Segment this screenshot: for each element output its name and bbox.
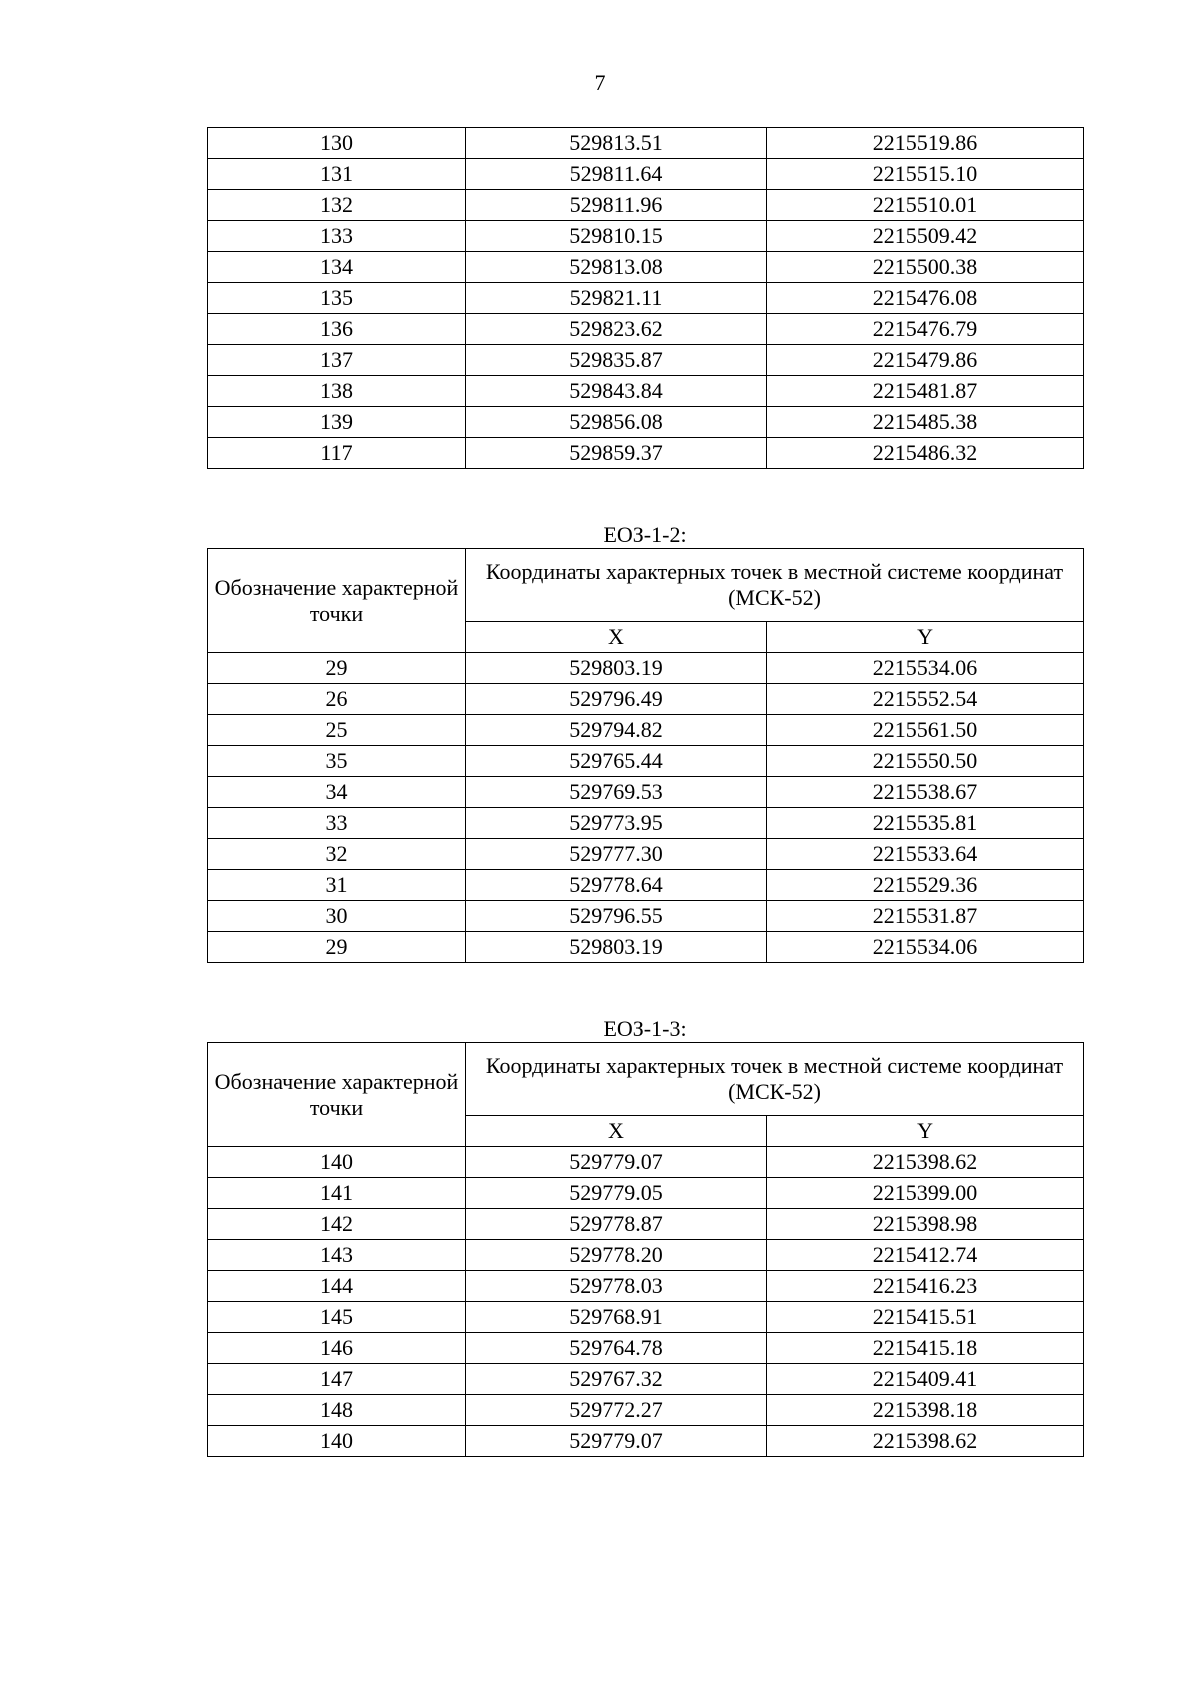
point-id-cell: 140 (208, 1426, 466, 1457)
x-coordinate-cell: 529773.95 (466, 808, 767, 839)
y-coordinate-cell: 2215519.86 (767, 128, 1084, 159)
y-coordinate-cell: 2215552.54 (767, 684, 1084, 715)
table-row (208, 221, 1084, 252)
y-coordinate-cell: 2215398.62 (767, 1147, 1084, 1178)
point-id-cell: 35 (208, 746, 466, 777)
y-coordinate-cell: 2215510.01 (767, 190, 1084, 221)
x-coordinate-cell: 529810.15 (466, 221, 767, 252)
table-row (208, 715, 1084, 746)
table-row (208, 190, 1084, 221)
table-row (208, 1271, 1084, 1302)
point-id-cell: 29 (208, 653, 466, 684)
table-row (208, 901, 1084, 932)
y-coordinate-cell: 2215415.18 (767, 1333, 1084, 1364)
y-coordinate-cell: 2215476.79 (767, 314, 1084, 345)
x-coordinate-cell: 529813.51 (466, 128, 767, 159)
y-coordinate-cell: 2215415.51 (767, 1302, 1084, 1333)
point-id-cell: 25 (208, 715, 466, 746)
y-coordinate-cell: 2215538.67 (767, 777, 1084, 808)
y-coordinate-cell: 2215476.08 (767, 283, 1084, 314)
x-coordinate-cell: 529772.27 (466, 1395, 767, 1426)
y-coordinate-cell: 2215398.18 (767, 1395, 1084, 1426)
point-id-cell: 31 (208, 870, 466, 901)
point-id-cell: 30 (208, 901, 466, 932)
point-id-cell: 134 (208, 252, 466, 283)
header-y: Y (767, 1116, 1084, 1147)
table-row (208, 1364, 1084, 1395)
table-row (208, 128, 1084, 159)
x-coordinate-cell: 529811.64 (466, 159, 767, 190)
table-row (208, 1178, 1084, 1209)
table-row (208, 376, 1084, 407)
page-number: 7 (594, 70, 606, 95)
table-row (208, 746, 1084, 777)
x-coordinate-cell: 529778.87 (466, 1209, 767, 1240)
x-coordinate-cell: 529778.20 (466, 1240, 767, 1271)
point-id-cell: 144 (208, 1271, 466, 1302)
point-id-cell: 29 (208, 932, 466, 963)
point-id-cell: 117 (208, 438, 466, 469)
y-coordinate-cell: 2215398.62 (767, 1426, 1084, 1457)
x-coordinate-cell: 529778.03 (466, 1271, 767, 1302)
table-row (208, 1209, 1084, 1240)
table-row (208, 252, 1084, 283)
y-coordinate-cell: 2215486.32 (767, 438, 1084, 469)
x-coordinate-cell: 529765.44 (466, 746, 767, 777)
x-coordinate-cell: 529778.64 (466, 870, 767, 901)
table-row (208, 777, 1084, 808)
x-coordinate-cell: 529859.37 (466, 438, 767, 469)
table-row (208, 1302, 1084, 1333)
point-id-cell: 133 (208, 221, 466, 252)
point-id-cell: 32 (208, 839, 466, 870)
table-caption: ЕОЗ-1-2: (603, 522, 687, 547)
x-coordinate-cell: 529803.19 (466, 932, 767, 963)
point-id-cell: 148 (208, 1395, 466, 1426)
table-row (208, 159, 1084, 190)
table-row (208, 283, 1084, 314)
y-coordinate-cell: 2215550.50 (767, 746, 1084, 777)
x-coordinate-cell: 529779.07 (466, 1147, 767, 1178)
point-id-cell: 141 (208, 1178, 466, 1209)
x-coordinate-cell: 529821.11 (466, 283, 767, 314)
eoz-1-2-section (207, 522, 1083, 963)
point-id-cell: 131 (208, 159, 466, 190)
y-coordinate-cell: 2215485.38 (767, 407, 1084, 438)
y-coordinate-cell: 2215481.87 (767, 376, 1084, 407)
x-coordinate-cell: 529843.84 (466, 376, 767, 407)
eoz-1-3-section (207, 1016, 1083, 1457)
point-id-cell: 135 (208, 283, 466, 314)
point-id-cell: 137 (208, 345, 466, 376)
y-coordinate-cell: 2215412.74 (767, 1240, 1084, 1271)
table-row (208, 932, 1084, 963)
point-id-cell: 136 (208, 314, 466, 345)
table-row (208, 1395, 1084, 1426)
x-coordinate-cell: 529764.78 (466, 1333, 767, 1364)
table-row (208, 345, 1084, 376)
x-coordinate-cell: 529823.62 (466, 314, 767, 345)
table-row (208, 1333, 1084, 1364)
header-point-designation: Обозначение характерной точки (208, 549, 466, 653)
x-coordinate-cell: 529803.19 (466, 653, 767, 684)
x-coordinate-cell: 529779.05 (466, 1178, 767, 1209)
table-row (208, 839, 1084, 870)
point-id-cell: 146 (208, 1333, 466, 1364)
table-2 (207, 548, 1084, 963)
point-id-cell: 130 (208, 128, 466, 159)
x-coordinate-cell: 529768.91 (466, 1302, 767, 1333)
y-coordinate-cell: 2215500.38 (767, 252, 1084, 283)
x-coordinate-cell: 529767.32 (466, 1364, 767, 1395)
header-x: X (466, 1116, 767, 1147)
point-id-cell: 147 (208, 1364, 466, 1395)
point-id-cell: 34 (208, 777, 466, 808)
table-row (208, 1147, 1084, 1178)
point-id-cell: 33 (208, 808, 466, 839)
table-row (208, 1426, 1084, 1457)
point-id-cell: 138 (208, 376, 466, 407)
header-coordinates: Координаты характерных точек в местной системе координат (МСК-52) (466, 1043, 1084, 1116)
x-coordinate-cell: 529769.53 (466, 777, 767, 808)
table-row (208, 438, 1084, 469)
x-coordinate-cell: 529813.08 (466, 252, 767, 283)
y-coordinate-cell: 2215529.36 (767, 870, 1084, 901)
table-2-body (208, 653, 1084, 963)
y-coordinate-cell: 2215533.64 (767, 839, 1084, 870)
table-caption: ЕОЗ-1-3: (603, 1016, 687, 1041)
point-id-cell: 143 (208, 1240, 466, 1271)
point-id-cell: 140 (208, 1147, 466, 1178)
header-x: X (466, 622, 767, 653)
point-id-cell: 139 (208, 407, 466, 438)
table-row (208, 870, 1084, 901)
table-3 (207, 1042, 1084, 1457)
point-id-cell: 26 (208, 684, 466, 715)
y-coordinate-cell: 2215398.98 (767, 1209, 1084, 1240)
x-coordinate-cell: 529796.49 (466, 684, 767, 715)
header-coordinates: Координаты характерных точек в местной системе координат (МСК-52) (466, 549, 1084, 622)
y-coordinate-cell: 2215479.86 (767, 345, 1084, 376)
x-coordinate-cell: 529777.30 (466, 839, 767, 870)
table-row (208, 653, 1084, 684)
header-point-designation: Обозначение характерной точки (208, 1043, 466, 1147)
x-coordinate-cell: 529811.96 (466, 190, 767, 221)
table-3-body (208, 1147, 1084, 1457)
y-coordinate-cell: 2215416.23 (767, 1271, 1084, 1302)
y-coordinate-cell: 2215531.87 (767, 901, 1084, 932)
y-coordinate-cell: 2215534.06 (767, 932, 1084, 963)
table-row (208, 314, 1084, 345)
x-coordinate-cell: 529779.07 (466, 1426, 767, 1457)
x-coordinate-cell: 529794.82 (466, 715, 767, 746)
point-id-cell: 142 (208, 1209, 466, 1240)
coordinates-table-continuation (207, 127, 1083, 469)
point-id-cell: 132 (208, 190, 466, 221)
y-coordinate-cell: 2215534.06 (767, 653, 1084, 684)
y-coordinate-cell: 2215509.42 (767, 221, 1084, 252)
y-coordinate-cell: 2215409.41 (767, 1364, 1084, 1395)
x-coordinate-cell: 529856.08 (466, 407, 767, 438)
point-id-cell: 145 (208, 1302, 466, 1333)
table-row (208, 808, 1084, 839)
x-coordinate-cell: 529835.87 (466, 345, 767, 376)
y-coordinate-cell: 2215561.50 (767, 715, 1084, 746)
table-row (208, 407, 1084, 438)
header-y: Y (767, 622, 1084, 653)
y-coordinate-cell: 2215515.10 (767, 159, 1084, 190)
table-row (208, 1240, 1084, 1271)
x-coordinate-cell: 529796.55 (466, 901, 767, 932)
table-1-body (208, 128, 1084, 469)
table-1 (207, 127, 1084, 469)
y-coordinate-cell: 2215535.81 (767, 808, 1084, 839)
y-coordinate-cell: 2215399.00 (767, 1178, 1084, 1209)
table-row (208, 684, 1084, 715)
